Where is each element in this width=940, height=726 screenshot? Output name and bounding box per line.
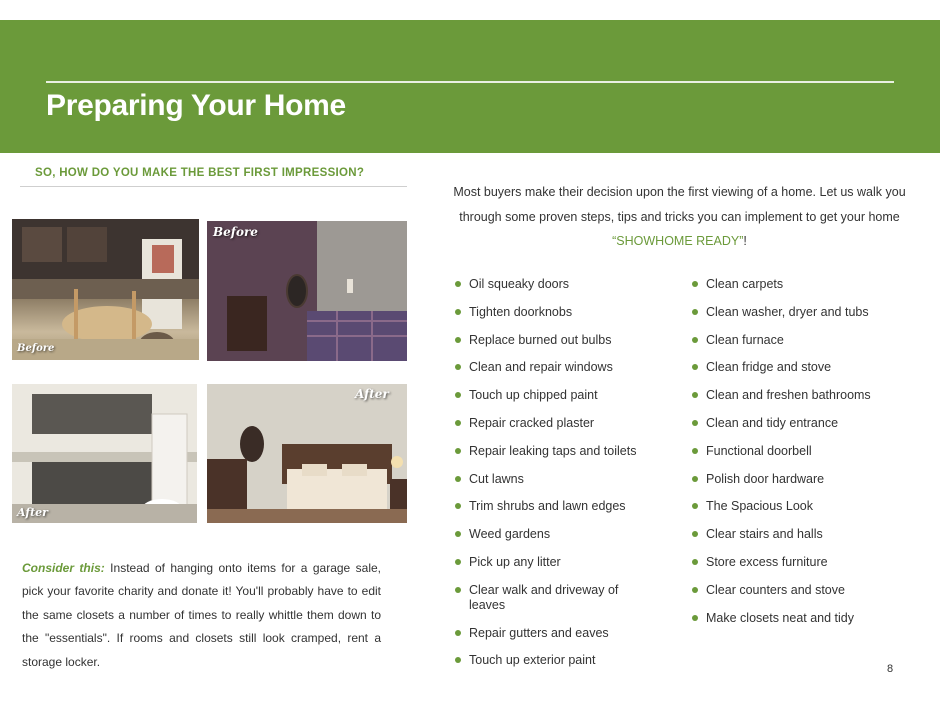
header-banner [0, 20, 940, 153]
section-subheading: SO, HOW DO YOU MAKE THE BEST FIRST IMPRESSION? [35, 167, 365, 179]
subheading-divider [20, 186, 407, 187]
kitchen-after-illustration [12, 384, 197, 523]
checklist-item: Clear counters and stove [692, 583, 907, 598]
intro-highlight: “SHOWHOME READY” [612, 234, 744, 248]
checklist-item: Clean washer, dryer and tubs [692, 305, 907, 320]
photo-label-after: After [355, 387, 389, 401]
banner-divider [46, 81, 894, 83]
checklist-item: Oil squeaky doors [455, 277, 670, 292]
checklist-left [455, 277, 670, 681]
checklist-item: Polish door hardware [692, 472, 907, 487]
bedroom-before-illustration [207, 221, 407, 361]
consider-text: Instead of hanging onto items for a garage sale, pick your favorite charity and donate it! You'll probably have to edit the same closets a number of times to really whittle them down to the "essentials". If rooms and closets still look cramped, rent a storage locker. [22, 561, 381, 669]
checklist-item: Weed gardens [455, 527, 670, 542]
checklist-item: Clear walk and driveway of leaves [455, 583, 635, 613]
consider-lead: Consider this: [22, 561, 105, 575]
page-title: Preparing Your Home [46, 89, 346, 122]
checklist-item: Clean and repair windows [455, 360, 670, 375]
bedroom-after-illustration [207, 384, 407, 523]
page-number: 8 [887, 663, 894, 675]
intro-text: Most buyers make their decision upon the first viewing of a home. Let us walk you through some proven steps, tips and tricks you can implement to get your home [453, 185, 906, 224]
checklist-item: Clean carpets [692, 277, 907, 292]
checklist-item: The Spacious Look [692, 499, 907, 514]
consider-paragraph [22, 557, 381, 674]
checklist-item: Clear stairs and halls [692, 527, 907, 542]
checklist-item: Touch up chipped paint [455, 388, 670, 403]
checklist-item: Repair leaking taps and toilets [455, 444, 670, 459]
photo-label-after: After [17, 506, 48, 519]
checklist-item: Repair gutters and eaves [455, 626, 670, 641]
checklist-item: Repair cracked plaster [455, 416, 670, 431]
kitchen-before-photo [12, 219, 199, 360]
intro-end: ! [743, 234, 747, 248]
bedroom-before-photo [207, 221, 407, 361]
checklist-item: Clean furnace [692, 333, 907, 348]
kitchen-after-photo [12, 384, 197, 523]
bedroom-after-photo [207, 384, 407, 523]
checklist-item: Store excess furniture [692, 555, 907, 570]
checklist-right [692, 277, 907, 638]
checklist-item: Touch up exterior paint [455, 653, 670, 668]
checklist-item: Replace burned out bulbs [455, 333, 670, 348]
photo-label-before: Before [17, 343, 55, 354]
intro-paragraph [452, 180, 907, 254]
checklist-item: Functional doorbell [692, 444, 907, 459]
checklist-item: Clean and freshen bathrooms [692, 388, 907, 403]
checklist-item: Pick up any litter [455, 555, 670, 570]
checklist-item: Tighten doorknobs [455, 305, 670, 320]
checklist-item: Make closets neat and tidy [692, 611, 907, 626]
kitchen-before-illustration [12, 219, 199, 360]
checklist-item: Clean fridge and stove [692, 360, 907, 375]
photo-label-before: Before [213, 225, 258, 239]
checklist-item: Cut lawns [455, 472, 670, 487]
checklist-item: Trim shrubs and lawn edges [455, 499, 670, 514]
checklist-item: Clean and tidy entrance [692, 416, 907, 431]
